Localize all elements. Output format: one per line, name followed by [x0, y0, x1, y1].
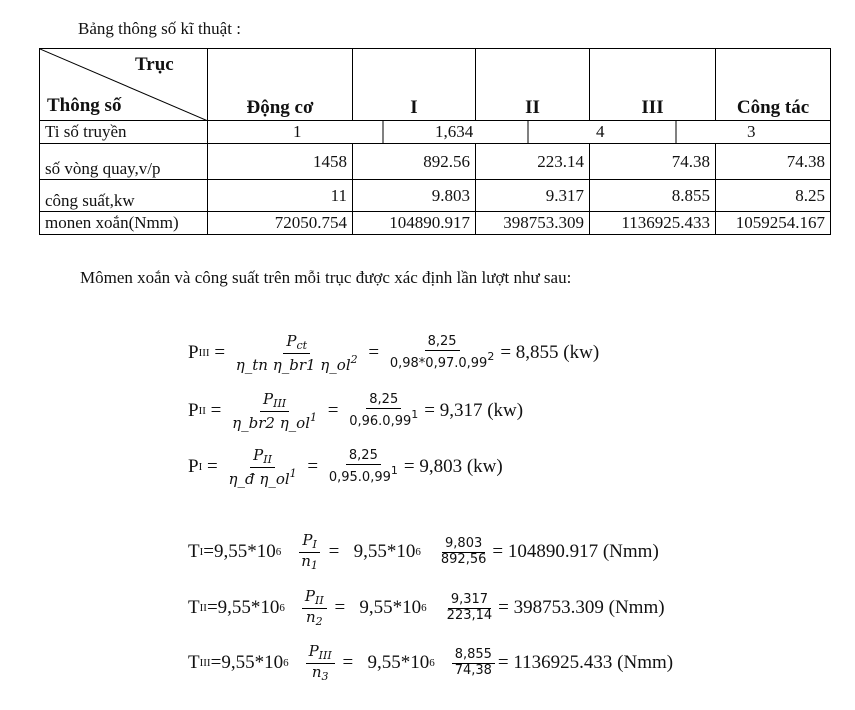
- frac-den-sup: 1: [390, 463, 398, 477]
- frac-den-sub: 3: [321, 669, 329, 683]
- frac-den: η_br2 η_ol: [232, 413, 311, 432]
- table-row: [40, 144, 831, 180]
- frac-den: 892,56: [440, 551, 487, 567]
- frac-num-sub: III: [273, 397, 287, 410]
- eq-lhs-sub: III: [198, 347, 210, 360]
- frac-den: n: [311, 662, 322, 681]
- frac-den: η_tn η_br1 η_ol: [235, 355, 351, 374]
- ratio-value: 4: [596, 122, 605, 141]
- eq-result: = 9,803 (kw): [403, 456, 503, 478]
- column-header: III: [590, 49, 716, 121]
- frac-num-sub: II: [315, 594, 324, 607]
- eq-lhs-sub: II: [199, 602, 207, 615]
- symbolic-fraction: [229, 391, 320, 432]
- table-cell: 1059254.167: [716, 212, 831, 235]
- table-cell: 72050.754: [208, 212, 353, 235]
- eq-result: = 398753.309 (Nmm): [498, 597, 665, 619]
- ratio-value: 1: [293, 122, 302, 141]
- table-cell: 398753.309: [476, 212, 590, 235]
- frac-num: 9,803: [442, 537, 485, 553]
- frac-den: n: [305, 607, 316, 626]
- symbolic-fraction: [302, 588, 327, 628]
- corner-top-label: Trục: [135, 54, 174, 75]
- frac-den-sup: 1: [289, 466, 297, 480]
- frac-num-sub: I: [312, 538, 317, 551]
- frac-den: 223,14: [446, 607, 493, 623]
- torque-equation: T II =9,55*10 6 $\frac{P_{II}}{n_2}$ = 9,55*10 6 $\frac{9,317}{223,14}$ = 398753.309 (Nmm): [188, 587, 665, 628]
- power-equation: P II = $\frac{P_{III}}{\eta\_br2 \eta\_ol^1}$ = $\frac{8,25}{0,96.0,99^1}$ = 9,317 (kw): [188, 390, 524, 432]
- frac-den-sup: 1: [310, 410, 318, 424]
- corner-bottom-label: Thông số: [47, 95, 122, 116]
- frac-num: P: [302, 531, 313, 549]
- symbolic-fraction: [298, 532, 321, 572]
- corner-header-cell: [40, 49, 208, 121]
- table-cell: 104890.917: [353, 212, 476, 235]
- frac-den-sub: 2: [315, 614, 323, 628]
- column-header: II: [476, 49, 590, 121]
- frac-num-sub: III: [318, 649, 332, 662]
- frac-num-sub: II: [263, 453, 272, 466]
- torque-equation: T III =9,55*10 6 $\frac{P_{III}}{n_3}$ = 9,55*10 6 $\frac{8,855}{74,38}$ = 1136925.433 (Nmm): [188, 642, 674, 683]
- eq-exp: 6: [279, 602, 285, 615]
- eq-lhs-sub: II: [198, 405, 206, 418]
- symbolic-fraction: [233, 333, 361, 374]
- eq-exp: 6: [283, 657, 289, 670]
- eq-coef: =9,55*10: [206, 597, 280, 619]
- table-cell: 892.56: [353, 144, 476, 180]
- frac-num-sub: ct: [296, 339, 308, 352]
- eq-lhs-sub: I: [198, 461, 203, 474]
- column-header: I: [353, 49, 476, 121]
- torque-equation: T I =9,55*10 6 $\frac{P_I}{n_1}$ = 9,55*10 6 $\frac{9,803}{892,56}$ = 104890.917 (Nmm): [188, 531, 659, 572]
- table-cell: 74.38: [716, 144, 831, 180]
- symbolic-fraction: [306, 643, 335, 683]
- row-label: công suất,kw: [40, 180, 208, 212]
- spec-table: [39, 48, 831, 235]
- frac-den: 0,95.0,99: [328, 469, 391, 485]
- eq-exp: 6: [429, 657, 435, 670]
- numeric-fraction: [438, 537, 490, 568]
- frac-num: 8,25: [346, 449, 381, 465]
- ratio-value: 3: [747, 122, 756, 141]
- eq-result: = 104890.917 (Nmm): [492, 541, 659, 563]
- frac-den-sup: 2: [350, 352, 358, 366]
- table-row: [40, 180, 831, 212]
- numeric-fraction: [326, 449, 401, 486]
- symbolic-fraction: [225, 447, 299, 488]
- frac-den: 0,98*0,97.0,99: [389, 355, 488, 371]
- ratio-value: 1,634: [435, 122, 474, 141]
- table-cell: 8.855: [590, 180, 716, 212]
- frac-den: η_đ η_ol: [228, 469, 290, 488]
- frac-den-sup: 2: [487, 349, 495, 363]
- frac-num: P: [308, 642, 319, 660]
- eq-lhs-sub: III: [199, 657, 211, 670]
- table-cell: 9.317: [476, 180, 590, 212]
- column-header: Động cơ: [208, 49, 353, 121]
- eq-lhs: T: [188, 541, 200, 563]
- table-cell: 223.14: [476, 144, 590, 180]
- frac-num: P: [253, 446, 264, 464]
- eq-lhs: P: [188, 342, 199, 364]
- numeric-fraction: [444, 593, 496, 624]
- power-equation: P I = $\frac{P_{II}}{\eta\_đ \eta\_ol^1}$ = $\frac{8,25}{0,95.0,99^1}$ = 9,803 (kw): [188, 446, 503, 488]
- frac-num: 8,855: [452, 648, 495, 664]
- frac-num: 8,25: [425, 335, 460, 351]
- table-row: [40, 212, 831, 235]
- frac-num: 8,25: [366, 393, 401, 409]
- frac-den: 74,38: [454, 662, 492, 678]
- frac-den: n: [301, 551, 311, 570]
- table-cell: 1136925.433: [590, 212, 716, 235]
- table-cell: 11: [208, 180, 353, 212]
- numeric-fraction: [346, 393, 421, 430]
- frac-num: P: [263, 390, 274, 408]
- table-heading: Bảng thông số kĩ thuật :: [78, 19, 241, 38]
- frac-den-sub: 1: [310, 558, 318, 572]
- eq-lhs: T: [188, 652, 200, 674]
- eq-result: = 9,317 (kw): [424, 400, 524, 422]
- eq-coef: 9,55*10: [367, 652, 430, 674]
- eq-exp: 6: [275, 546, 282, 559]
- table-cell: 74.38: [590, 144, 716, 180]
- frac-num: P: [286, 332, 297, 350]
- table-header-row: [40, 49, 831, 121]
- table-cell: 8.25: [716, 180, 831, 212]
- power-equation: P III = $\frac{P_{ct}}{\eta\_tn \eta\_br1 \eta\_ol^2}$ = $\frac{8,25}{0,98*0,97.0,99^2}$ = 8,855 (kw): [188, 332, 600, 374]
- frac-den-sup: 1: [411, 407, 419, 421]
- numeric-fraction: [452, 648, 495, 679]
- eq-coef: =9,55*10: [210, 652, 284, 674]
- eq-result: = 1136925.433 (Nmm): [497, 652, 674, 674]
- eq-coef: 9,55*10: [353, 541, 416, 563]
- ratio-row: [40, 121, 831, 144]
- intro-text: Mômen xoắn và công suất trên mỗi trục được xác định lần lượt như sau:: [80, 268, 572, 287]
- eq-coef: =9,55*10: [203, 541, 276, 563]
- table-cell: 1458: [208, 144, 353, 180]
- eq-coef: 9,55*10: [359, 597, 422, 619]
- eq-exp: 6: [415, 546, 421, 559]
- eq-lhs: T: [188, 597, 200, 619]
- frac-num: P: [304, 587, 315, 605]
- eq-lhs: P: [188, 400, 199, 422]
- eq-result: = 8,855 (kw): [500, 342, 600, 364]
- row-label: số vòng quay,v/p: [40, 144, 208, 180]
- frac-num: 9,317: [448, 593, 491, 609]
- eq-lhs: P: [188, 456, 199, 478]
- table-cell: 9.803: [353, 180, 476, 212]
- eq-lhs-sub: I: [199, 546, 204, 559]
- frac-den: 0,96.0,99: [349, 413, 412, 429]
- ratio-cells: [208, 121, 831, 144]
- row-label: Ti số truyền: [40, 121, 208, 144]
- numeric-fraction: [387, 335, 497, 372]
- row-label: monen xoắn(Nmm): [40, 212, 208, 235]
- eq-exp: 6: [421, 602, 427, 615]
- column-header: Công tác: [716, 49, 831, 121]
